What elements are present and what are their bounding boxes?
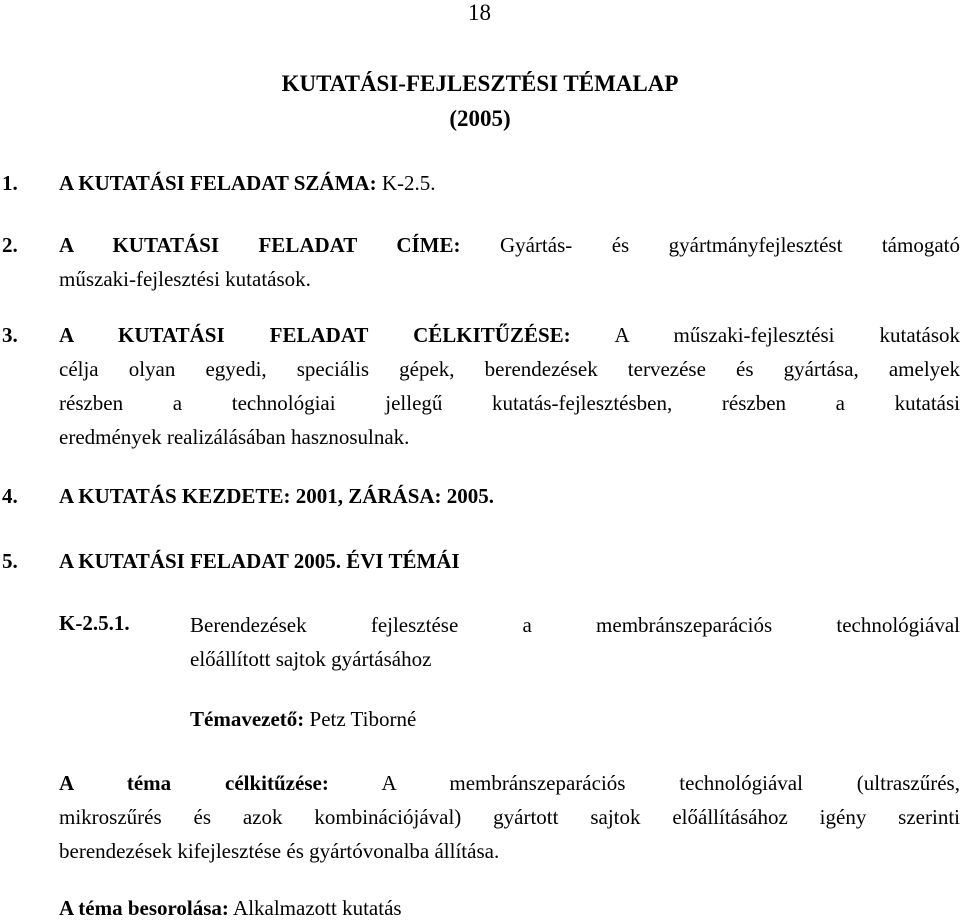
item-3-label: A KUTATÁSI FELADAT CÉLKITŰZÉSE: [59, 323, 571, 347]
subtopic-goal-line-2: mikroszűrés és azok kombinációjával) gyártott sajtok előállításához igény szerinti [59, 800, 960, 834]
subtopic-goal-row-1 [59, 766, 960, 800]
item-1-value: K-2.5. [377, 171, 436, 195]
item-3-value-line-3: részben a technológiai jellegű kutatás-fejlesztésben, részben a kutatási [59, 386, 960, 420]
item-2-value-line-1: Gyártás- és gyártmányfejlesztést támogató [461, 233, 960, 257]
subtopic-leader-value: Petz Tiborné [304, 707, 416, 731]
subtopic-leader [190, 704, 416, 734]
item-1 [2, 168, 436, 198]
item-1-number: 1. [2, 168, 59, 198]
subtopic-title [190, 608, 960, 676]
item-5-label: A KUTATÁSI FELADAT 2005. ÉVI TÉMÁI [59, 549, 460, 573]
page-number: 18 [468, 0, 491, 26]
subtopic-leader-label: Témavezető: [190, 707, 304, 731]
item-1-label: A KUTATÁSI FELADAT SZÁMA: [59, 171, 377, 195]
item-4-label: A KUTATÁS KEZDETE: 2001, ZÁRÁSA: 2005. [59, 484, 494, 508]
item-3-row-1 [59, 318, 960, 352]
subtopic-goal [59, 766, 960, 868]
subtopic-goal-line-3: berendezések kifejlesztése és gyártóvonalba állítása. [59, 834, 960, 868]
item-5-number: 5. [2, 546, 59, 576]
subtopic-class-label: A téma besorolása: [59, 896, 229, 920]
item-2-number: 2. [2, 230, 59, 260]
subtopic-goal-label: A téma célkitűzése: [59, 771, 329, 795]
item-2-row-1 [59, 228, 960, 262]
doc-title: KUTATÁSI-FEJLESZTÉSI TÉMALAP [0, 71, 960, 97]
item-3-number: 3. [2, 320, 59, 350]
item-3-body [59, 318, 960, 454]
item-4-number: 4. [2, 481, 59, 511]
subtopic-code: K-2.5.1. [59, 608, 130, 638]
subtopic-title-line-1: Berendezések fejlesztése a membránszeparációs technológiával [190, 608, 960, 642]
item-2-label: A KUTATÁSI FELADAT CÍME: [59, 233, 461, 257]
item-4 [2, 481, 494, 511]
item-5 [2, 546, 460, 576]
item-3 [2, 320, 59, 350]
item-3-value-line-4: eredmények realizálásában hasznosulnak. [59, 420, 960, 454]
doc-year: (2005) [0, 106, 960, 132]
item-2-value-line-2: műszaki-fejlesztési kutatások. [59, 262, 960, 296]
subtopic-class-value: Alkalmazott kutatás [229, 896, 402, 920]
item-3-value-line-2: célja olyan egyedi, speciális gépek, berendezések tervezése és gyártása, amelyek [59, 352, 960, 386]
subtopic-title-line-2: előállított sajtok gyártásához [190, 642, 960, 676]
item-3-value-line-1: A műszaki-fejlesztési kutatások [571, 323, 960, 347]
item-2-body [59, 228, 960, 296]
subtopic-goal-line-1: A membránszeparációs technológiával (ultraszűrés, [329, 771, 960, 795]
item-2 [2, 230, 59, 260]
